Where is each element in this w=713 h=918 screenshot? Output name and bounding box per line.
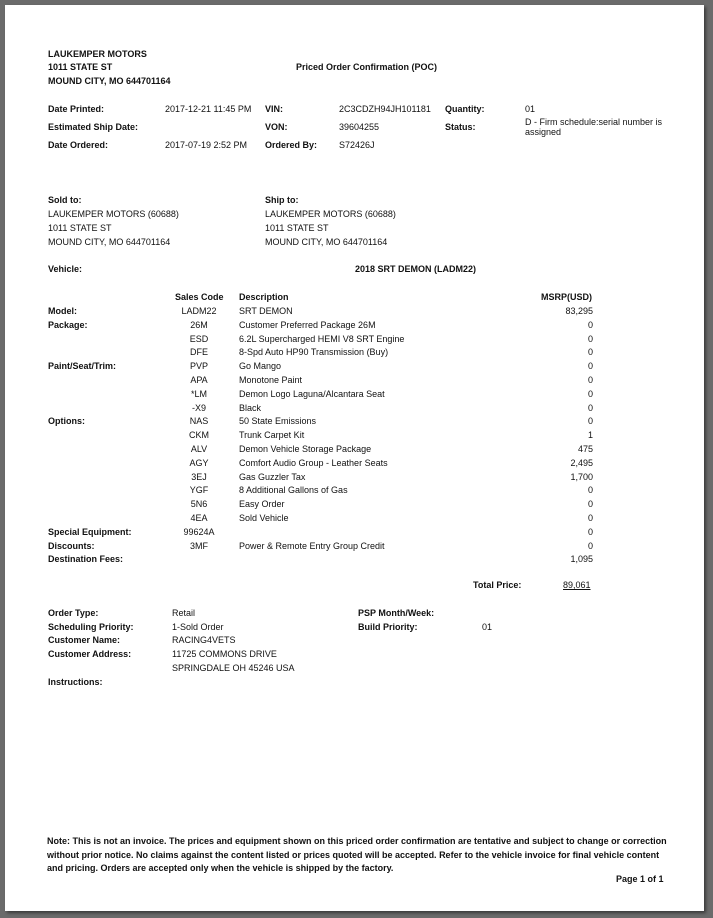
line-description: Customer Preferred Package 26M [239,320,376,330]
status-label: Status: [445,122,476,132]
col-msrp: MSRP(USD) [541,292,592,302]
line-msrp: 0 [587,513,593,523]
quantity-value: 01 [525,104,536,114]
ship-to-line1: LAUKEMPER MOTORS (60688) [265,209,396,219]
line-description: Easy Order [239,499,285,509]
vehicle-value: 2018 SRT DEMON (LADM22) [355,264,477,274]
line-msrp: 83,295 [565,306,593,316]
line-msrp: 0 [587,389,593,399]
sold-to-line1: LAUKEMPER MOTORS (60688) [48,209,179,219]
line-sales-code: 3EJ [191,472,207,482]
line-sales-code: ALV [190,444,208,454]
line-category: Destination Fees: [48,554,124,564]
col-sales-code: Sales Code [175,292,224,302]
line-msrp: 0 [587,485,593,495]
line-description: Comfort Audio Group - Leather Seats [239,458,388,468]
line-sales-code: NAS [189,416,209,426]
line-msrp: 0 [587,527,593,537]
customer-name-label: Customer Name: [48,635,121,645]
est-ship-label: Estimated Ship Date: [48,122,139,132]
dealer-street: 1011 STATE ST [48,62,113,72]
line-msrp: 0 [587,403,593,413]
line-description: 8-Spd Auto HP90 Transmission (Buy) [239,347,389,357]
line-msrp: 0 [587,499,593,509]
line-description: 8 Additional Gallons of Gas [239,485,348,495]
line-description: SRT DEMON [239,306,293,316]
disclaimer-note: Note: This is not an invoice. The prices and equipment shown on this priced order confirmation are tentative and subject to change or correction without prior notice. No claims against the content listed or prices quoted will be accepted. Refer to the vehicle invoice for final vehicle content and pricing. Orders are accepted only when the vehicle is shipped by the factory. [47,836,667,873]
line-description: Black [239,403,262,413]
scheduling-priority-label: Scheduling Priority: [48,622,134,632]
line-sales-code: AGY [189,458,209,468]
line-description: Monotone Paint [239,375,303,385]
ordered-by-label: Ordered By: [265,140,318,150]
line-msrp: 0 [587,375,593,385]
vin-value: 2C3CDZH94JH101181 [339,104,431,114]
line-description: Go Mango [239,361,282,371]
col-description: Description [239,292,289,302]
sold-to-line3: MOUND CITY, MO 644701164 [48,237,171,247]
line-msrp: 0 [587,347,593,357]
line-category: Package: [48,320,88,330]
order-type-label: Order Type: [48,608,99,618]
line-msrp: 475 [577,444,593,454]
scheduling-priority-value: 1-Sold Order [172,622,224,632]
line-category: Options: [48,416,85,426]
line-sales-code: 3MF [190,541,208,551]
line-category: Model: [48,306,77,316]
line-description: 6.2L Supercharged HEMI V8 SRT Engine [239,334,405,344]
instructions-label: Instructions: [48,677,103,687]
line-sales-code: *LM [190,389,207,399]
line-sales-code: 99624A [183,527,215,537]
page-number: Page 1 of 1 [616,874,664,884]
line-sales-code: 26M [190,320,208,330]
ship-to-line2: 1011 STATE ST [265,223,329,233]
vehicle-label: Vehicle: [48,264,83,274]
line-description: Demon Logo Laguna/Alcantara Seat [239,389,385,399]
date-printed-value: 2017-12-21 11:45 PM [165,104,252,114]
customer-address-line2: SPRINGDALE OH 45246 USA [172,663,295,673]
dealer-city: MOUND CITY, MO 644701164 [48,76,171,86]
line-sales-code: ESD [189,334,209,344]
build-priority-label: Build Priority: [358,622,418,632]
ship-to-line3: MOUND CITY, MO 644701164 [265,237,388,247]
date-ordered-label: Date Ordered: [48,140,109,150]
customer-address-line1: 11725 COMMONS DRIVE [172,649,277,659]
build-priority-value: 01 [482,622,493,632]
ship-to-label: Ship to: [265,195,299,205]
date-printed-label: Date Printed: [48,104,105,114]
status-value: D - Firm schedule:serial number is assigned [525,117,663,137]
line-msrp: 0 [587,361,593,371]
von-value: 39604255 [339,122,380,132]
line-sales-code: 4EA [190,513,208,523]
line-description: Trunk Carpet Kit [239,430,305,440]
line-description: Gas Guzzler Tax [239,472,306,482]
line-msrp: 0 [587,334,593,344]
line-msrp: 1,700 [570,472,593,482]
line-description: Demon Vehicle Storage Package [239,444,372,454]
document-page [5,5,704,911]
line-category: Discounts: [48,541,95,551]
customer-address-label: Customer Address: [48,649,132,659]
line-category: Paint/Seat/Trim: [48,361,117,371]
date-ordered-value: 2017-07-19 2:52 PM [165,140,248,150]
line-sales-code: -X9 [191,403,206,413]
ordered-by-value: S72426J [339,140,375,150]
line-sales-code: CKM [189,430,209,440]
line-msrp: 1,095 [570,554,593,564]
line-sales-code: DFE [190,347,208,357]
order-type-value: Retail [172,608,196,618]
von-label: VON: [265,122,288,132]
vin-label: VIN: [265,104,283,114]
total-price-label: Total Price: [473,580,522,590]
document-title: Priced Order Confirmation (POC) [296,62,438,72]
line-sales-code: 5N6 [190,499,208,509]
line-msrp: 0 [587,416,593,426]
line-msrp: 0 [587,541,593,551]
line-msrp: 0 [587,320,593,330]
line-msrp: 1 [587,430,593,440]
sold-to-line2: 1011 STATE ST [48,223,112,233]
line-sales-code: APA [190,375,208,385]
customer-name-value: RACING4VETS [172,635,236,645]
total-price-value: 89,061 [563,580,591,590]
line-description: Sold Vehicle [239,513,289,523]
quantity-label: Quantity: [445,104,485,114]
sold-to-label: Sold to: [48,195,82,205]
line-category: Special Equipment: [48,527,132,537]
line-description: 50 State Emissions [239,416,317,426]
line-msrp: 2,495 [570,458,593,468]
dealer-name: LAUKEMPER MOTORS [48,49,147,59]
psp-label: PSP Month/Week: [358,608,435,618]
line-sales-code: YGF [189,485,209,495]
line-sales-code: PVP [189,361,208,371]
line-description: Power & Remote Entry Group Credit [239,541,385,551]
line-sales-code: LADM22 [181,306,217,316]
